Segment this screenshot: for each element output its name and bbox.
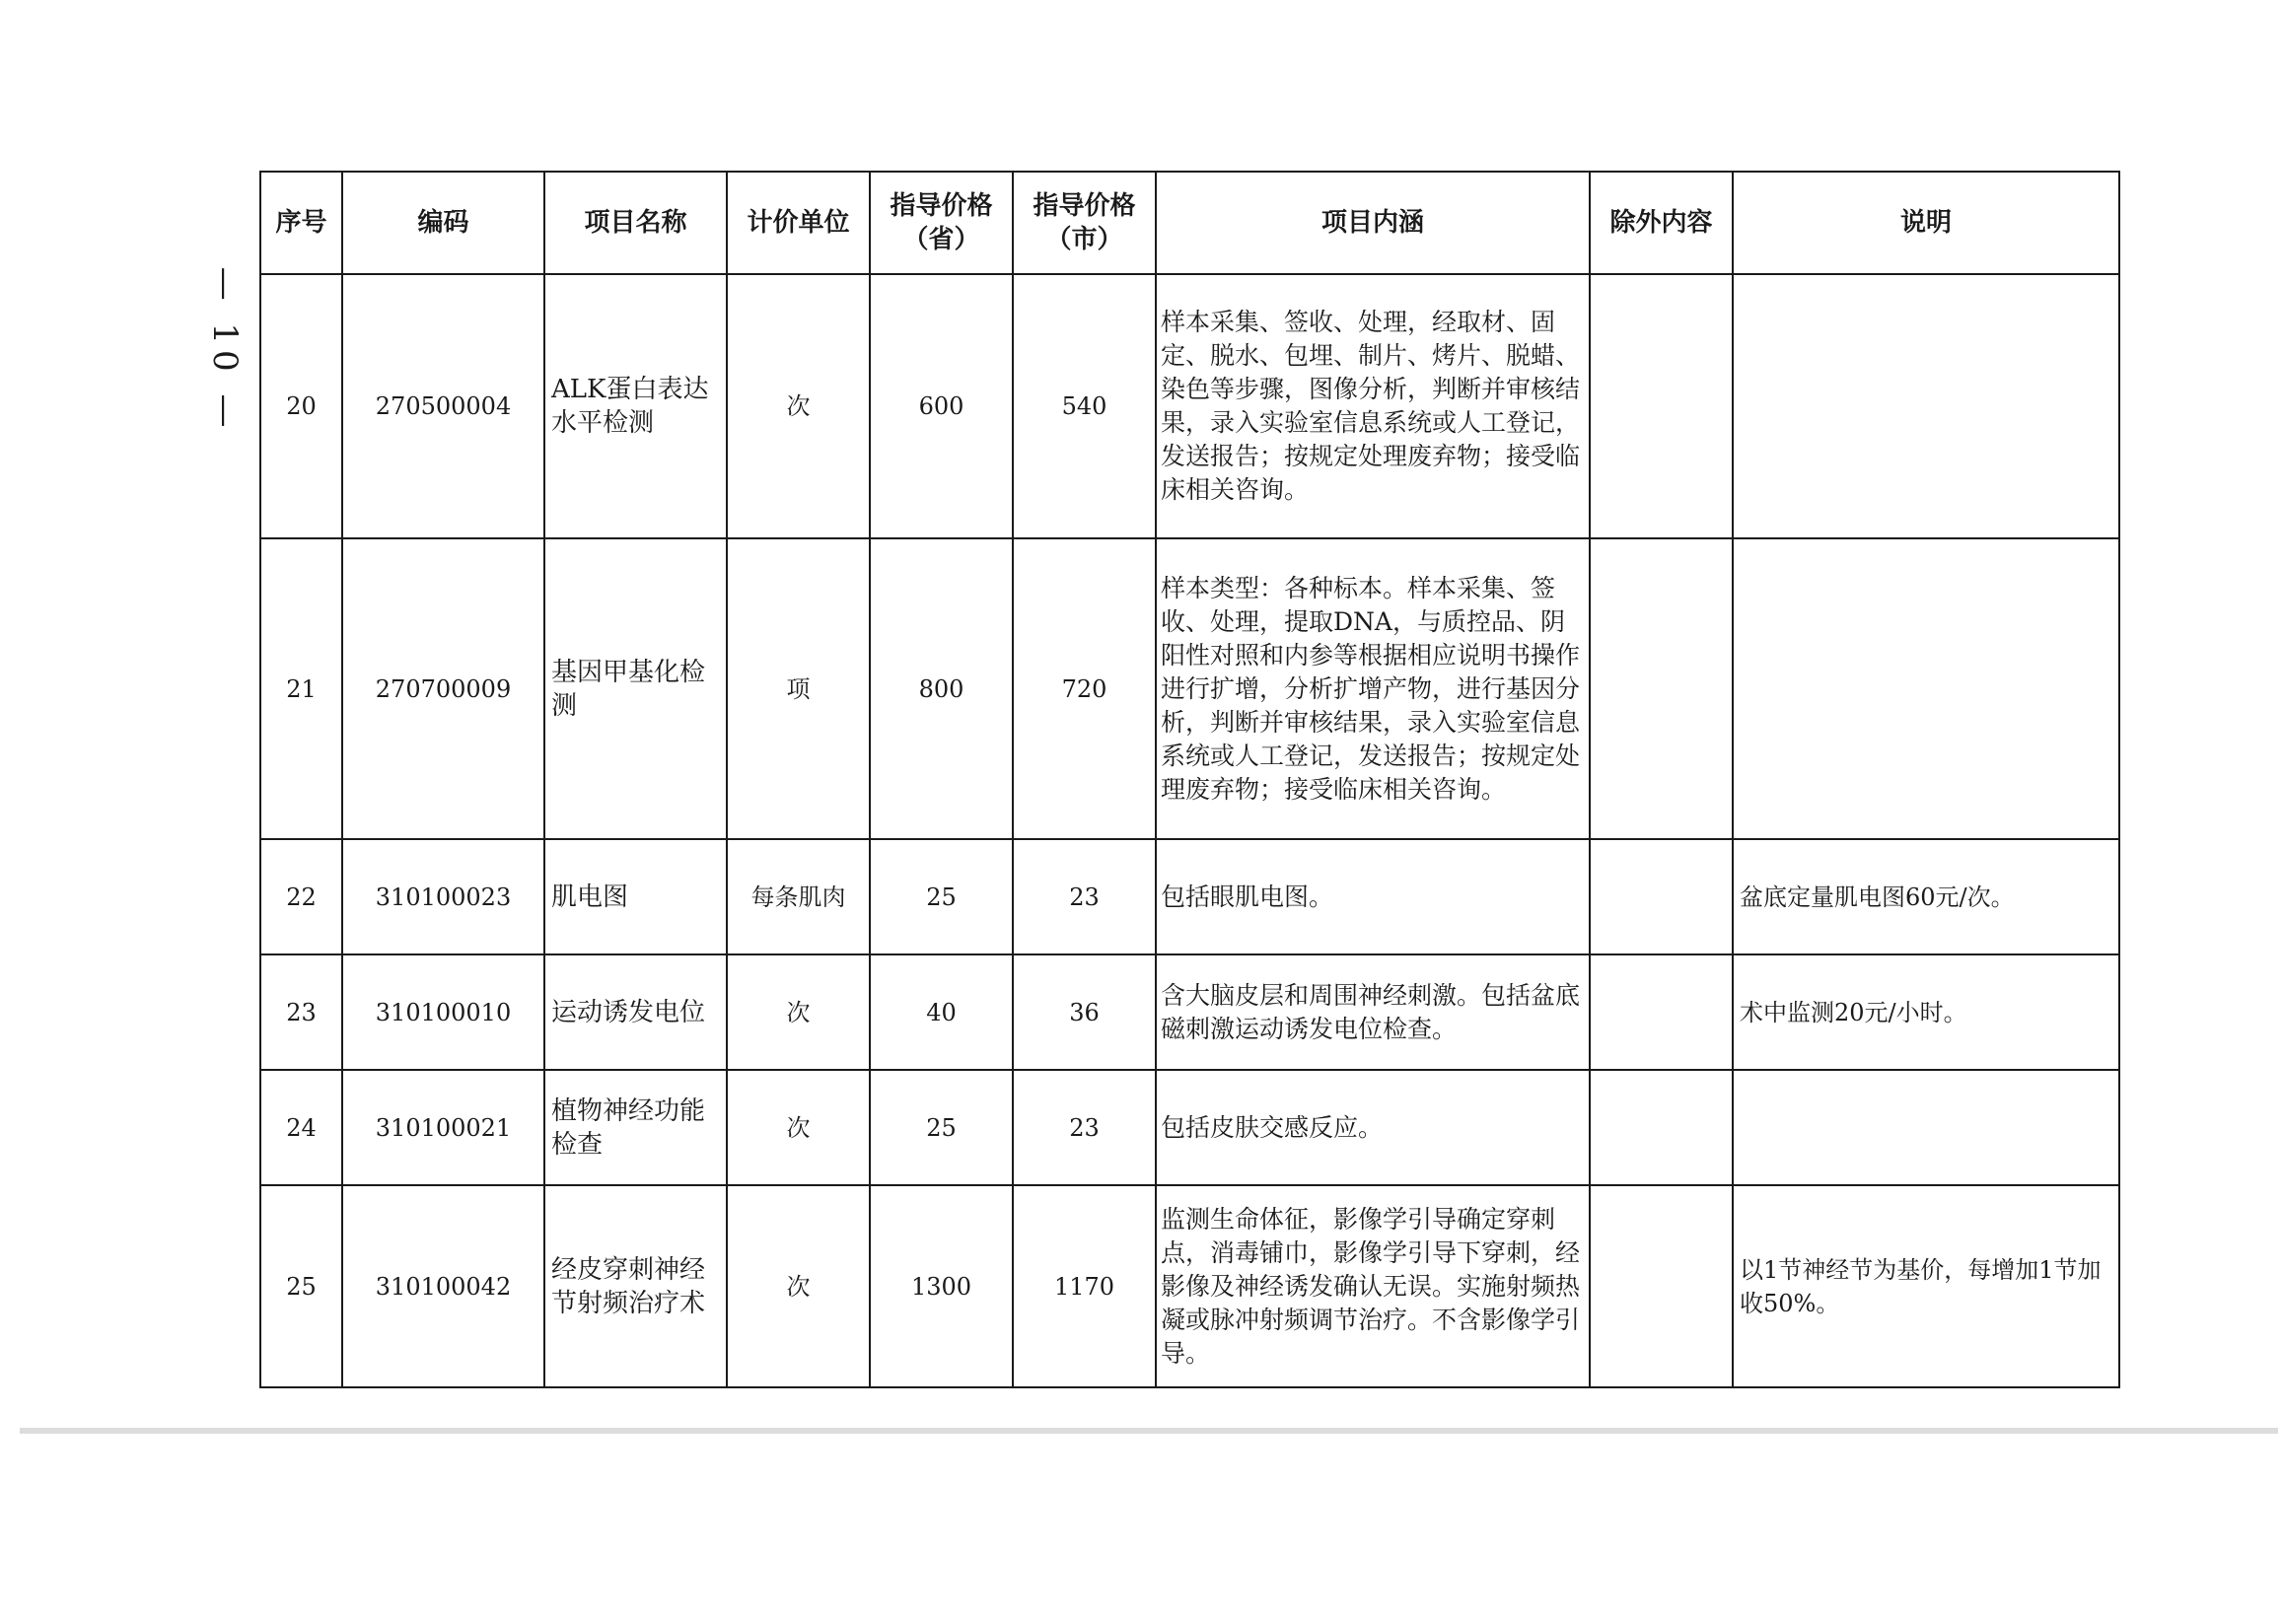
cell-price-province: 25 [870, 1070, 1013, 1185]
cell-item-name: ALK蛋白表达水平检测 [544, 274, 727, 538]
cell-serial: 24 [260, 1070, 342, 1185]
cell-exclusion [1590, 839, 1733, 954]
cell-content: 监测生命体征，影像学引导确定穿刺点，消毒铺巾，影像学引导下穿刺，经影像及神经诱发确认无误。实施射频热凝或脉冲射频调节治疗。不含影像学引导。 [1156, 1185, 1590, 1387]
page-number: — 10 — [205, 266, 245, 434]
cell-content: 样本类型：各种标本。样本采集、签收、处理，提取DNA，与质控品、阴阳性对照和内参等根据相应说明书操作进行扩增，分析扩增产物，进行基因分析，判断并审核结果，录入实验室信息系统或人工登记，发送报告；按规定处理废弃物；接受临床相关咨询。 [1156, 538, 1590, 839]
cell-item-name: 肌电图 [544, 839, 727, 954]
cell-unit: 项 [727, 538, 870, 839]
cell-unit: 次 [727, 954, 870, 1070]
cell-price-city: 23 [1013, 839, 1156, 954]
table-header-row [260, 172, 2119, 274]
cell-note: 盆底定量肌电图60元/次。 [1733, 839, 2119, 954]
cell-item-name: 植物神经功能检查 [544, 1070, 727, 1185]
cell-price-city: 1170 [1013, 1185, 1156, 1387]
cell-price-city: 540 [1013, 274, 1156, 538]
cell-code: 310100010 [342, 954, 544, 1070]
cell-price-province: 800 [870, 538, 1013, 839]
header-item-name: 项目名称 [544, 172, 727, 274]
cell-code: 310100023 [342, 839, 544, 954]
cell-note [1733, 538, 2119, 839]
table-row [260, 839, 2119, 954]
cell-price-city: 23 [1013, 1070, 1156, 1185]
header-code: 编码 [342, 172, 544, 274]
table-row [260, 954, 2119, 1070]
table-row [260, 1185, 2119, 1387]
cell-price-province: 600 [870, 274, 1013, 538]
cell-code: 310100021 [342, 1070, 544, 1185]
cell-code: 270700009 [342, 538, 544, 839]
cell-item-name: 运动诱发电位 [544, 954, 727, 1070]
cell-unit: 次 [727, 1185, 870, 1387]
cell-price-city: 720 [1013, 538, 1156, 839]
cell-exclusion [1590, 274, 1733, 538]
cell-note [1733, 274, 2119, 538]
header-content: 项目内涵 [1156, 172, 1590, 274]
cell-content: 样本采集、签收、处理，经取材、固定、脱水、包埋、制片、烤片、脱蜡、染色等步骤，图像分析，判断并审核结果，录入实验室信息系统或人工登记，发送报告；按规定处理废弃物；接受临床相关咨询。 [1156, 274, 1590, 538]
cell-serial: 25 [260, 1185, 342, 1387]
cell-unit: 每条肌肉 [727, 839, 870, 954]
table-row [260, 1070, 2119, 1185]
cell-serial: 20 [260, 274, 342, 538]
cell-price-province: 40 [870, 954, 1013, 1070]
table-row [260, 538, 2119, 839]
table-row [260, 274, 2119, 538]
cell-code: 270500004 [342, 274, 544, 538]
cell-content: 含大脑皮层和周围神经刺激。包括盆底磁刺激运动诱发电位检查。 [1156, 954, 1590, 1070]
cell-exclusion [1590, 954, 1733, 1070]
cell-price-province: 25 [870, 839, 1013, 954]
cell-serial: 23 [260, 954, 342, 1070]
cell-serial: 22 [260, 839, 342, 954]
price-table-container [259, 171, 2118, 1388]
cell-price-province: 1300 [870, 1185, 1013, 1387]
header-price-city: 指导价格（市） [1013, 172, 1156, 274]
header-unit: 计价单位 [727, 172, 870, 274]
header-exclusion: 除外内容 [1590, 172, 1733, 274]
cell-serial: 21 [260, 538, 342, 839]
cell-exclusion [1590, 538, 1733, 839]
price-table [259, 171, 2120, 1388]
cell-exclusion [1590, 1070, 1733, 1185]
header-price-province: 指导价格（省） [870, 172, 1013, 274]
cell-unit: 次 [727, 1070, 870, 1185]
header-note: 说明 [1733, 172, 2119, 274]
cell-exclusion [1590, 1185, 1733, 1387]
scan-edge-line [20, 1428, 2278, 1434]
cell-item-name: 经皮穿刺神经节射频治疗术 [544, 1185, 727, 1387]
cell-unit: 次 [727, 274, 870, 538]
cell-item-name: 基因甲基化检测 [544, 538, 727, 839]
cell-price-city: 36 [1013, 954, 1156, 1070]
cell-note: 以1节神经节为基价，每增加1节加收50%。 [1733, 1185, 2119, 1387]
cell-content: 包括眼肌电图。 [1156, 839, 1590, 954]
cell-note [1733, 1070, 2119, 1185]
header-serial: 序号 [260, 172, 342, 274]
cell-content: 包括皮肤交感反应。 [1156, 1070, 1590, 1185]
cell-note: 术中监测20元/小时。 [1733, 954, 2119, 1070]
cell-code: 310100042 [342, 1185, 544, 1387]
